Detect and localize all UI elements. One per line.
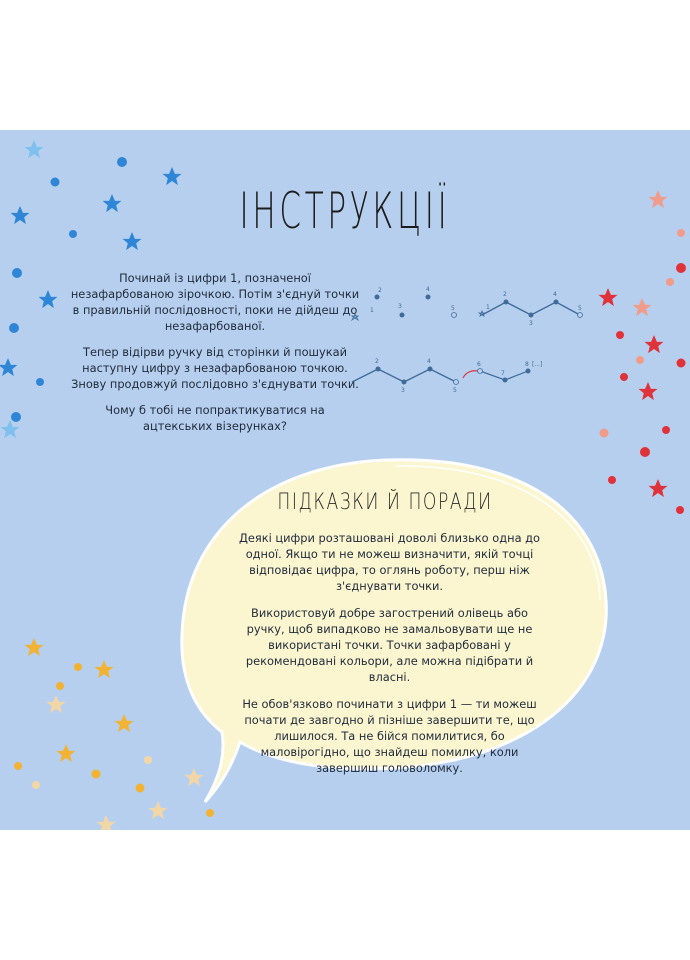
row2-label-7: 7 [501,370,505,377]
row1b-label-3: 3 [529,320,533,327]
instruction-paragraph-2: Тепер відірви ручку від сторінки й пошукай наступну цифру з незафарбованою точкою. Знову продовжуй послідовно з'єднувати точки. [71,345,359,391]
row1-label-2: 2 [378,287,382,294]
row2-label-2: 2 [375,358,379,365]
row2-label-ellipsis: [...] [532,361,543,368]
book-page [0,130,690,830]
row1b-label-2: 2 [503,291,507,298]
tip-paragraph-1: Деякі цифри розташовані доволі близько одна до одної. Якщо ти не можеш визначити, якій точці відповідає цифра, то оглянь роботу, перш ніж з'єднувати точки. [238,531,541,593]
row1-label-3: 3 [398,303,402,310]
row2-label-6: 6 [477,361,481,368]
example-row-continued [352,358,542,394]
example-row-connected [479,291,583,327]
row1b-label-5: 5 [578,305,582,312]
row2-label-3: 3 [401,387,405,394]
row2-label-5: 5 [453,387,457,394]
row1b-label-4: 4 [553,291,557,298]
row1b-label-1: 1 [486,304,490,311]
tips-title: ПІДКАЗКИ Й ПОРАДИ [277,490,493,515]
row2-label-8: 8 [525,361,529,368]
tip-paragraph-2: Використовуй добре загострений олівець або ручку, щоб випадково не замальовувати ще не використані точки. Точки зафарбовані у рекомендовані кольори, але можна підібрати й власні. [245,606,534,684]
row2-label-4: 4 [427,358,431,365]
example-row-unconnected [352,286,457,320]
row1-label-5: 5 [451,305,455,312]
row1-label-4: 4 [426,286,430,293]
row1-label-1: 1 [370,307,374,314]
tip-paragraph-3: Не обов'язково починати з цифри 1 — ти можеш почати де завгодно й пізніше завершити те, що лишилося. Та не бійся помилитися, бо маловірогідно, що знайдеш помилку, коли завершиш головоломку. [242,697,537,775]
instruction-paragraph-3: Чому б тобі не попрактикуватися на ацтекських візерунках? [105,403,325,433]
page-title: ІНСТРУКЦІЇ [239,182,451,240]
instruction-paragraph-1: Починай із цифри 1, позначеної незафарбованою зірочкою. Потім з'єднуй точки в правильній послідовності, поки не дійдеш до незафарбованої. [70,271,360,333]
tips-text [232,530,547,787]
